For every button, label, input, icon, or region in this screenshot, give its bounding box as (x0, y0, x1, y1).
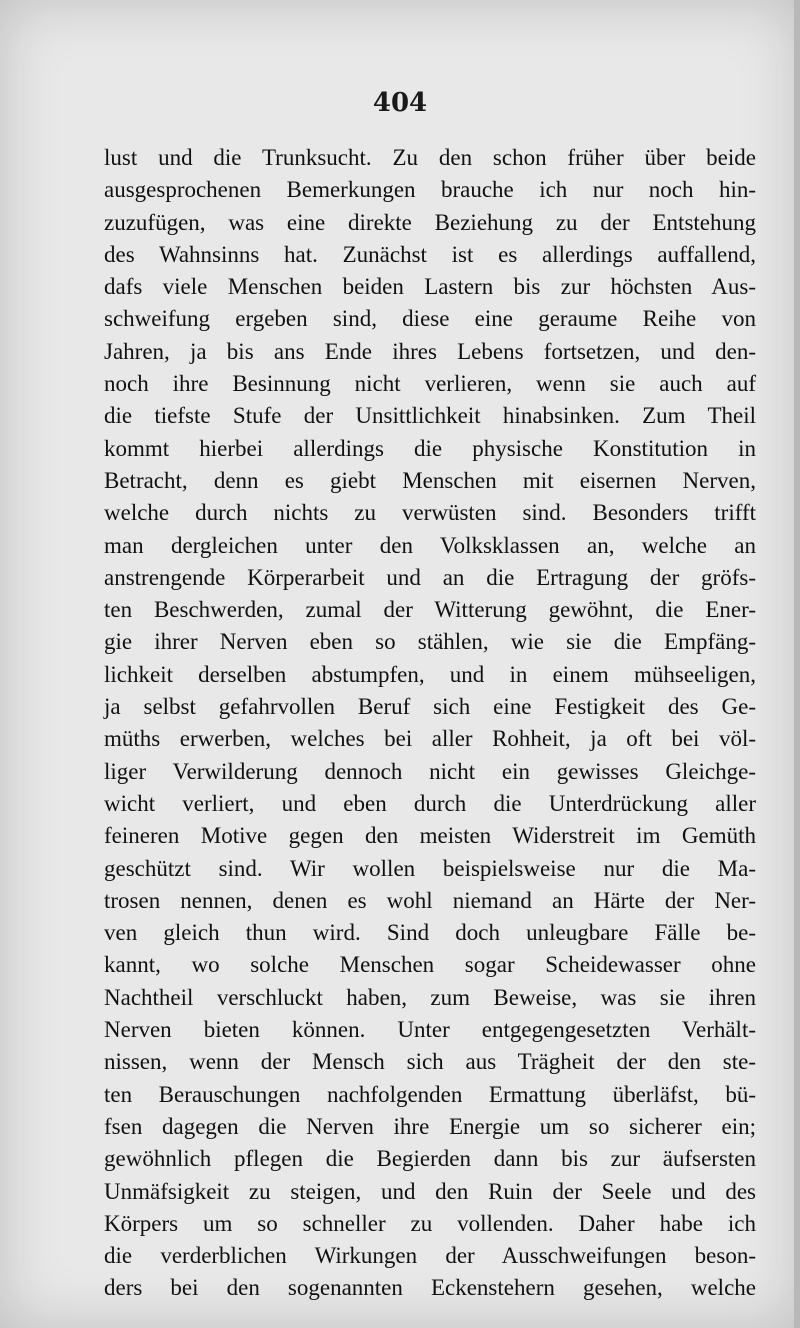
text-line: fsen dagegen die Nerven ihre Energie um so sicherer ein; (104, 1113, 756, 1139)
text-line: die verderblichen Wirkungen der Ausschweifungen beson- (104, 1243, 756, 1269)
text-line: ten Beschwerden, zumal der Witterung gewöhnt, die Ener- (104, 597, 756, 623)
text-line: des Wahnsinns hat. Zunächst ist es allerdings auffallend, (104, 241, 756, 267)
text-line: dafs viele Menschen beiden Lastern bis zur höchsten Aus- (104, 274, 756, 300)
text-line: ten Berauschungen nachfolgenden Ermattung überläfst, bü- (104, 1081, 756, 1107)
text-line: die tiefste Stufe der Unsittlichkeit hinabsinken. Zum Theil (104, 403, 756, 429)
text-line: Körpers um so schneller zu vollenden. Daher habe ich (104, 1210, 756, 1236)
text-line: nissen, wenn der Mensch sich aus Trägheit der den ste- (104, 1049, 756, 1075)
text-line: kommt hierbei allerdings die physische Konstitution in (104, 435, 756, 461)
text-line: ausgesprochenen Bemerkungen brauche ich nur noch hin- (104, 177, 756, 203)
text-line: feineren Motive gegen den meisten Widerstreit im Gemüth (104, 823, 756, 849)
text-line: trosen nennen, denen es wohl niemand an Härte der Ner- (104, 887, 756, 913)
page-number: 404 (372, 88, 428, 118)
text-line: wicht verliert, und eben durch die Unterdrückung aller (104, 790, 756, 816)
text-line: geschützt sind. Wir wollen beispielsweise nur die Ma- (104, 855, 756, 881)
text-line: anstrengende Körperarbeit und an die Ertragung der gröfs- (104, 564, 756, 590)
text-line: Unmäfsigkeit zu steigen, und den Ruin der Seele und des (104, 1178, 756, 1204)
text-line: kannt, wo solche Menschen sogar Scheidewasser ohne (104, 952, 756, 978)
text-line: Betracht, denn es giebt Menschen mit eisernen Nerven, (104, 467, 756, 493)
text-line: zuzufügen, was eine direkte Beziehung zu der Entstehung (104, 209, 756, 235)
text-line: liger Verwilderung dennoch nicht ein gewisses Gleichge- (104, 758, 756, 784)
body-text (104, 142, 756, 1305)
text-line: ders bei den sogenannten Eckenstehern gesehen, welche (104, 1275, 756, 1301)
text-line: gie ihrer Nerven eben so stählen, wie sie die Empfäng- (104, 629, 756, 655)
text-line: welche durch nichts zu verwüsten sind. Besonders trifft (104, 500, 756, 526)
text-line: ven gleich thun wird. Sind doch unleugbare Fälle be- (104, 920, 756, 946)
text-line: lichkeit derselben abstumpfen, und in einem mühseeligen, (104, 661, 756, 687)
text-line: gewöhnlich pflegen die Begierden dann bis zur äufsersten (104, 1146, 756, 1172)
text-line: schweifung ergeben sind, diese eine geraume Reihe von (104, 306, 756, 332)
text-line: müths erwerben, welches bei aller Rohheit, ja oft bei völ- (104, 726, 756, 752)
text-line: lust und die Trunksucht. Zu den schon früher über beide (104, 145, 756, 170)
page-edge (794, 0, 800, 1328)
text-line: noch ihre Besinnung nicht verlieren, wenn sie auch auf (104, 371, 756, 397)
text-line: Nachtheil verschluckt haben, zum Beweise, was sie ihren (104, 984, 756, 1010)
text-line: man dergleichen unter den Volksklassen an, welche an (104, 532, 756, 558)
text-line: Nerven bieten können. Unter entgegengesetzten Verhält- (104, 1017, 756, 1043)
text-line: Jahren, ja bis ans Ende ihres Lebens fortsetzen, und den- (104, 338, 756, 364)
text-line: ja selbst gefahrvollen Beruf sich eine Festigkeit des Ge- (104, 694, 756, 720)
